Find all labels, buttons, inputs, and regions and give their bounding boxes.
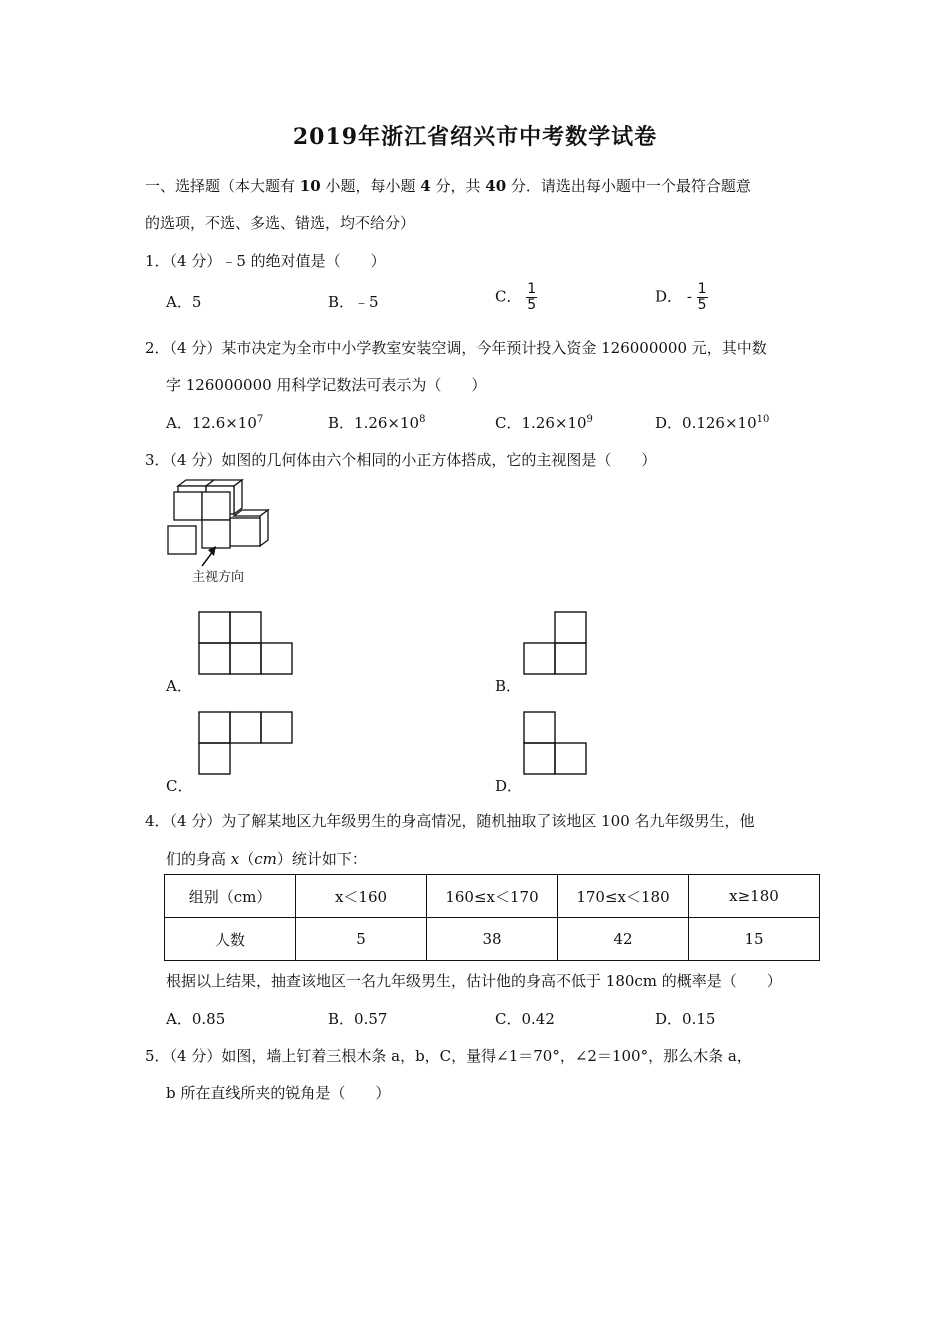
table-header-cell: x≥180: [689, 875, 820, 918]
cube-front-face: [174, 492, 202, 520]
q4-option-b[interactable]: B．0.57: [328, 1010, 388, 1028]
q1-option-c[interactable]: [495, 282, 537, 313]
table-header-cell: 170≤x＜180: [558, 875, 689, 918]
cube-front-face: [230, 518, 260, 546]
page-title: 2019年浙江省绍兴市中考数学试卷: [292, 124, 658, 150]
q1-stem: 1．（4 分）﹣5 的绝对值是（ ）: [145, 252, 386, 270]
q4-option-d[interactable]: D．0.15: [655, 1010, 716, 1028]
section-points-each: 4: [420, 177, 431, 195]
q3-stem: 3．（4 分）如图的几何体由六个相同的小正方体搭成，它的主视图是（ ）: [145, 451, 657, 469]
q4-height-table: [164, 874, 820, 961]
table-cell: 42: [558, 918, 689, 961]
q1-c-denominator: 5: [527, 297, 537, 313]
cube-front-face: [202, 520, 230, 548]
cube-side-face: [234, 480, 242, 514]
q1-option-b[interactable]: B．﹣5: [328, 293, 379, 311]
q1-option-d[interactable]: [655, 282, 708, 313]
cube-front-face: [202, 492, 230, 520]
q2-d-text: D．0.126×10: [655, 414, 757, 432]
section-text-a: 一、选择题（本大题有: [145, 177, 296, 195]
table-header-row: [165, 875, 820, 918]
q3-option-d[interactable]: D．: [495, 777, 523, 795]
q4-stem2-text-c: ）统计如下：: [276, 850, 367, 868]
section-total: 40: [485, 177, 507, 195]
q2-a-text: A．12.6×10: [166, 414, 257, 432]
q4-question: 根据以上结果，抽查该地区一名九年级男生，估计他的身高不低于 180cm 的概率是（ ）: [166, 972, 782, 990]
q3-option-b[interactable]: B．: [495, 677, 522, 695]
q1-option-d-fraction: [697, 282, 708, 313]
q4-stem2-var: x: [230, 850, 240, 868]
table-cell: 38: [427, 918, 558, 961]
q1-option-c-fraction: [526, 282, 537, 313]
section-text-c: 分，共: [435, 177, 481, 195]
q3-option-c[interactable]: C．: [166, 777, 193, 795]
q2-b-exp: 8: [419, 414, 426, 425]
q1-option-a[interactable]: A．5: [166, 293, 202, 311]
q5-stem-line2: b 所在直线所夹的锐角是（ ）: [166, 1084, 391, 1102]
table-header-cell: 组别（cm）: [165, 875, 296, 918]
q1-d-numerator: 1: [697, 281, 707, 297]
table-cell: 15: [689, 918, 820, 961]
q4-option-a[interactable]: A．0.85: [166, 1010, 226, 1028]
table-cell: 5: [296, 918, 427, 961]
q4-stem2-text-a: 们的身高: [166, 850, 227, 868]
q2-stem-line1: 2．（4 分）某市决定为全市中小学教室安装空调，今年预计投入资金 126000000 元，其中数: [145, 339, 767, 357]
q4-stem2-unit: cm: [254, 850, 277, 868]
q3-option-a[interactable]: A．: [166, 677, 192, 695]
q1-option-d-sign: -: [686, 287, 692, 306]
q3-option-c-figure[interactable]: [198, 711, 294, 775]
q5-stem-line1: 5．（4 分）如图，墙上钉着三根木条 a，b，C，量得∠1＝70°，∠2＝100°，那么木条 a，: [145, 1047, 752, 1065]
q4-stem-line1: 4．（4 分）为了解某地区九年级男生的身高情况，随机抽取了该地区 100 名九年级男生，他: [145, 812, 755, 830]
q3-option-d-figure[interactable]: [523, 711, 589, 775]
cube-side-face: [260, 510, 268, 546]
q2-option-d[interactable]: [655, 412, 769, 433]
q1-d-denominator: 5: [697, 297, 707, 313]
q2-a-exp: 7: [256, 414, 264, 425]
section-heading-line1: [145, 175, 751, 196]
q2-option-a[interactable]: [166, 412, 263, 433]
q2-option-b[interactable]: [328, 412, 425, 433]
section-n-questions: 10: [299, 177, 321, 195]
q2-d-exp: 10: [756, 414, 770, 425]
cube-front-face: [168, 526, 196, 554]
section-text-b: 小题，每小题: [325, 177, 416, 195]
table-header-cell: x＜160: [296, 875, 427, 918]
q2-c-text: C．1.26×10: [495, 414, 587, 432]
table-header-cell: 160≤x＜170: [427, 875, 558, 918]
q4-stem2-text-b: （: [239, 850, 255, 868]
table-row-label: 人数: [165, 918, 296, 961]
q3-option-a-figure[interactable]: [198, 611, 294, 675]
q2-c-exp: 9: [586, 414, 593, 425]
q1-option-c-label: C．: [495, 287, 522, 306]
q2-stem-line2: 字 126000000 用科学记数法可表示为（ ）: [166, 376, 487, 394]
q2-option-c[interactable]: [495, 412, 593, 433]
q4-option-c[interactable]: C．0.42: [495, 1010, 555, 1028]
q1-c-numerator: 1: [527, 281, 537, 297]
q3-view-direction-label: 主视方向: [192, 570, 245, 585]
section-heading-line2: 的选项，不选、多选、错选，均不给分）: [145, 214, 416, 232]
q4-stem-line2: [166, 848, 367, 869]
q2-b-text: B．1.26×10: [328, 414, 420, 432]
q3-option-b-figure[interactable]: [523, 611, 589, 675]
table-row: [165, 918, 820, 961]
q1-option-d-label: D．: [655, 287, 683, 306]
section-text-d: 分．请选出每小题中一个最符合题意: [510, 177, 751, 195]
